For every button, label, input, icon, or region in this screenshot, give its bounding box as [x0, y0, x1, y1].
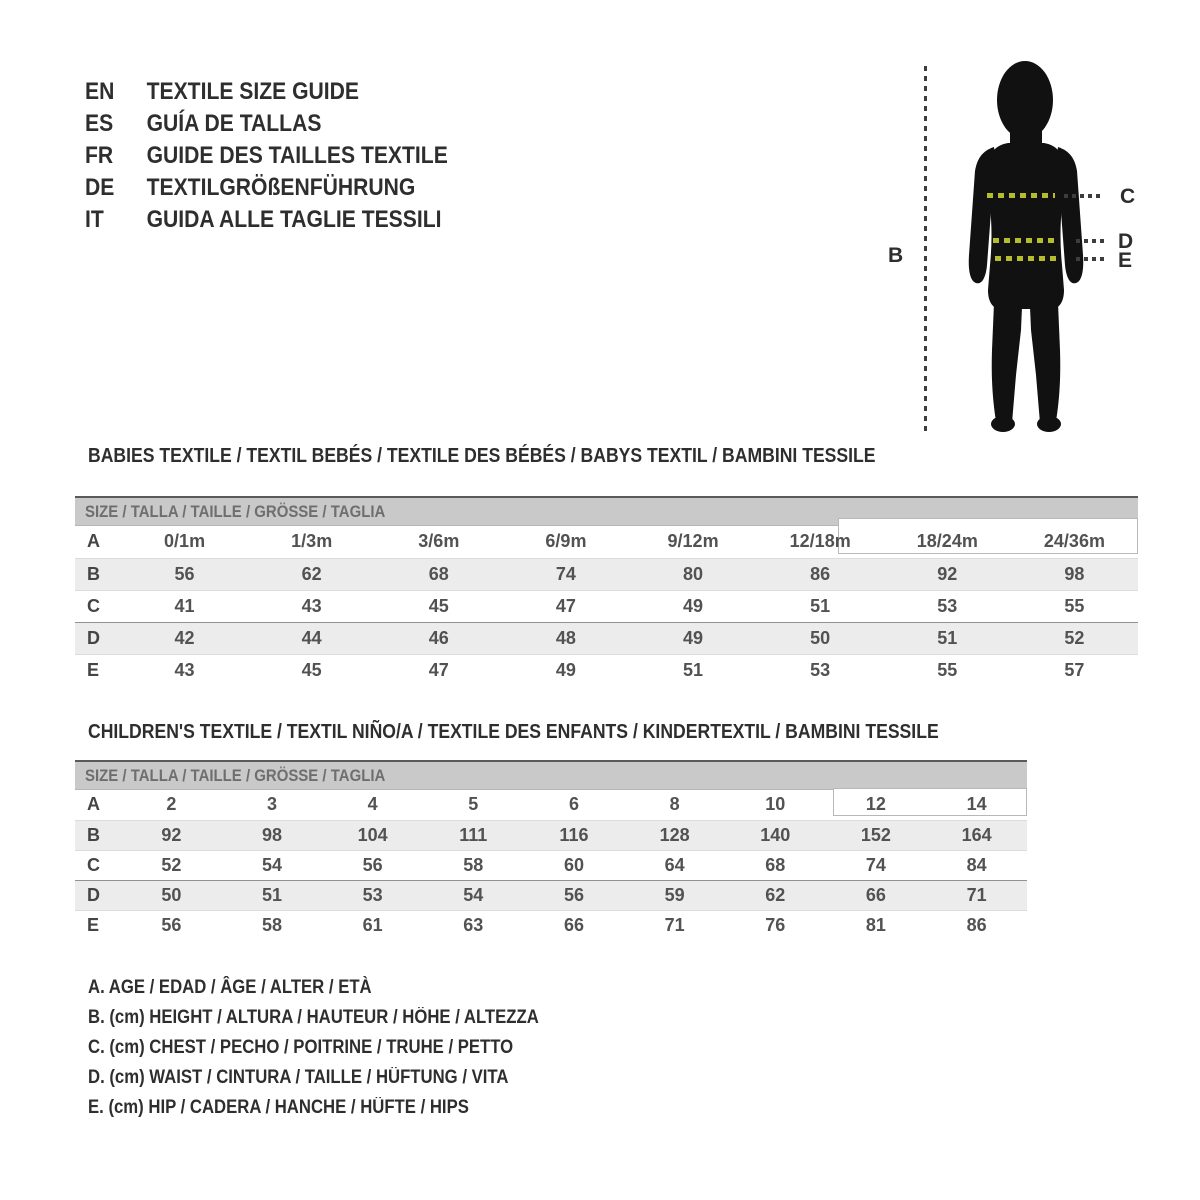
- size-value-cell: 164: [926, 820, 1027, 850]
- size-value-cell: 98: [222, 820, 323, 850]
- size-value-cell: 50: [757, 622, 884, 654]
- size-value-cell: 41: [121, 590, 248, 622]
- size-value-cell: 1/3m: [291, 531, 333, 552]
- row-label: C: [75, 850, 121, 880]
- size-value-cell: 55: [1011, 590, 1138, 622]
- size-value-cell: 8: [669, 794, 680, 815]
- size-value-cell: 45: [248, 654, 375, 686]
- size-value-cell: 63: [423, 910, 524, 940]
- row-label: E: [75, 910, 121, 940]
- chest-extension-line: [1064, 194, 1104, 198]
- size-value-cell: 0/1m: [164, 531, 206, 552]
- size-value-cell: 140: [725, 820, 826, 850]
- size-value-cell: 49: [630, 590, 757, 622]
- language-row: [85, 172, 448, 204]
- size-value-cell: 56: [121, 558, 248, 590]
- size-value-cell: 46: [375, 622, 502, 654]
- language-row: [85, 140, 448, 172]
- size-value-cell: 55: [884, 654, 1011, 686]
- row-label: B: [75, 558, 121, 590]
- size-table-row: [75, 622, 1138, 654]
- size-value-cell: 48: [502, 622, 629, 654]
- size-value-cell: 53: [757, 654, 884, 686]
- size-value-cell: 3: [266, 794, 277, 815]
- legend-item: C. (cm) CHEST / PECHO / POITRINE / TRUHE / PETTO: [88, 1037, 514, 1058]
- size-value-cell: 50: [121, 880, 222, 910]
- size-value-cell: 104: [322, 820, 423, 850]
- size-value-cell: 80: [630, 558, 757, 590]
- size-value-cell: 92: [884, 558, 1011, 590]
- size-value-cell: 53: [884, 590, 1011, 622]
- language-list: [85, 76, 497, 236]
- size-table-row: [75, 820, 1027, 850]
- size-value-cell: 12/18m: [789, 531, 851, 552]
- size-table-row: [75, 558, 1138, 590]
- size-value-cell: 98: [1011, 558, 1138, 590]
- size-value-cell: 47: [502, 590, 629, 622]
- legend-item: A. AGE / EDAD / ÂGE / ALTER / ETÀ: [88, 977, 372, 998]
- language-code: ES: [85, 110, 114, 137]
- size-value-cell: 68: [725, 850, 826, 880]
- size-value-cell: 71: [926, 880, 1027, 910]
- size-value-cell: 64: [624, 850, 725, 880]
- size-value-cell: 45: [375, 590, 502, 622]
- language-row: [85, 76, 448, 108]
- size-table-header: [75, 760, 1027, 790]
- size-table-row: [75, 654, 1138, 686]
- language-label: TEXTILE SIZE GUIDE: [146, 78, 359, 105]
- size-value-cell: 57: [1011, 654, 1138, 686]
- size-value-cell: 10: [765, 794, 786, 815]
- size-table-row: [75, 790, 1027, 820]
- hip-line: [995, 256, 1058, 261]
- waist-measure-label: D: [1118, 230, 1134, 253]
- size-value-cell: 76: [725, 910, 826, 940]
- size-value-cell: 116: [524, 820, 625, 850]
- legend-item: E. (cm) HIP / CADERA / HANCHE / HÜFTE / HIPS: [88, 1097, 469, 1118]
- language-label: GUIDE DES TAILLES TEXTILE: [146, 142, 448, 169]
- size-value-cell: 44: [248, 622, 375, 654]
- size-value-cell: 47: [375, 654, 502, 686]
- size-table-header-label: SIZE / TALLA / TAILLE / GRÖSSE / TAGLIA: [85, 502, 386, 521]
- size-value-cell: 92: [121, 820, 222, 850]
- hip-extension-line: [1076, 257, 1105, 261]
- language-row: [85, 204, 448, 236]
- size-value-cell: 74: [826, 850, 927, 880]
- size-value-cell: 3/6m: [418, 531, 460, 552]
- size-value-cell: 18/24m: [916, 531, 978, 552]
- size-value-cell: 43: [248, 590, 375, 622]
- size-table-row: [75, 880, 1027, 910]
- size-value-cell: 71: [624, 910, 725, 940]
- language-code: DE: [85, 174, 115, 201]
- size-value-cell: 66: [826, 880, 927, 910]
- child-silhouette: [950, 55, 1090, 440]
- size-table-row: [75, 910, 1027, 940]
- size-value-cell: 84: [926, 850, 1027, 880]
- legend-item: B. (cm) HEIGHT / ALTURA / HAUTEUR / HÖHE / ALTEZZA: [88, 1007, 539, 1028]
- row-label: A: [87, 531, 100, 552]
- measurement-legend: [88, 973, 600, 1123]
- hip-measure-label: E: [1118, 249, 1133, 272]
- size-value-cell: 49: [630, 622, 757, 654]
- size-value-cell: 14: [966, 794, 987, 815]
- row-label: E: [75, 654, 121, 686]
- children-size-grid: [75, 790, 1027, 940]
- row-label: B: [75, 820, 121, 850]
- size-value-cell: 66: [524, 910, 625, 940]
- language-code: EN: [85, 78, 115, 105]
- row-label: C: [75, 590, 121, 622]
- waist-line: [993, 238, 1057, 243]
- size-value-cell: 51: [757, 590, 884, 622]
- size-value-cell: 62: [725, 880, 826, 910]
- size-value-cell: 52: [1011, 622, 1138, 654]
- size-value-cell: 6/9m: [545, 531, 587, 552]
- children-section-title: CHILDREN'S TEXTILE / TEXTIL NIÑO/A / TEXTILE DES ENFANTS / KINDERTEXTIL / BAMBINI TESSILE: [88, 721, 939, 743]
- size-value-cell: 51: [630, 654, 757, 686]
- size-value-cell: 12: [865, 794, 886, 815]
- language-code: IT: [85, 206, 104, 233]
- language-label: GUÍA DE TALLAS: [146, 110, 322, 137]
- size-table-row: [75, 850, 1027, 880]
- size-value-cell: 56: [322, 850, 423, 880]
- height-measure-label: B: [888, 244, 904, 267]
- size-value-cell: 59: [624, 880, 725, 910]
- language-label: GUIDA ALLE TAGLIE TESSILI: [146, 206, 442, 233]
- size-value-cell: 58: [222, 910, 323, 940]
- size-value-cell: 9/12m: [667, 531, 719, 552]
- row-label: A: [87, 794, 100, 815]
- babies-section-title: BABIES TEXTILE / TEXTIL BEBÉS / TEXTILE DES BÉBÉS / BABYS TEXTIL / BAMBINI TESSILE: [88, 445, 876, 467]
- size-value-cell: 6: [568, 794, 579, 815]
- size-value-cell: 56: [524, 880, 625, 910]
- size-table-row: [75, 590, 1138, 622]
- size-value-cell: 61: [322, 910, 423, 940]
- size-value-cell: 81: [826, 910, 927, 940]
- babies-size-grid: [75, 526, 1138, 686]
- size-table-row: [75, 526, 1138, 558]
- size-value-cell: 86: [757, 558, 884, 590]
- size-value-cell: 58: [423, 850, 524, 880]
- size-value-cell: 152: [826, 820, 927, 850]
- size-value-cell: 43: [121, 654, 248, 686]
- size-value-cell: 24/36m: [1043, 531, 1105, 552]
- children-size-table: [75, 760, 1027, 940]
- size-table-header-label: SIZE / TALLA / TAILLE / GRÖSSE / TAGLIA: [85, 766, 386, 785]
- size-value-cell: 56: [121, 910, 222, 940]
- size-value-cell: 74: [502, 558, 629, 590]
- language-code: FR: [85, 142, 114, 169]
- size-value-cell: 51: [884, 622, 1011, 654]
- size-value-cell: 42: [121, 622, 248, 654]
- size-value-cell: 54: [423, 880, 524, 910]
- size-value-cell: 128: [624, 820, 725, 850]
- row-label: D: [75, 622, 121, 654]
- chest-measure-label: C: [1120, 185, 1136, 208]
- waist-extension-line: [1076, 239, 1105, 243]
- size-value-cell: 53: [322, 880, 423, 910]
- size-value-cell: 5: [468, 794, 479, 815]
- language-row: [85, 108, 448, 140]
- size-value-cell: 68: [375, 558, 502, 590]
- language-label: TEXTILGRÖßENFÜHRUNG: [146, 174, 416, 201]
- size-value-cell: 86: [926, 910, 1027, 940]
- size-value-cell: 60: [524, 850, 625, 880]
- size-value-cell: 111: [423, 820, 524, 850]
- row-label: D: [75, 880, 121, 910]
- size-value-cell: 4: [367, 794, 378, 815]
- chest-line: [987, 193, 1055, 198]
- size-value-cell: 52: [121, 850, 222, 880]
- size-value-cell: 54: [222, 850, 323, 880]
- size-value-cell: 2: [166, 794, 177, 815]
- size-value-cell: 51: [222, 880, 323, 910]
- legend-item: D. (cm) WAIST / CINTURA / TAILLE / HÜFTUNG / VITA: [88, 1067, 509, 1088]
- size-value-cell: 49: [502, 654, 629, 686]
- size-value-cell: 62: [248, 558, 375, 590]
- height-measure-line: [924, 66, 927, 432]
